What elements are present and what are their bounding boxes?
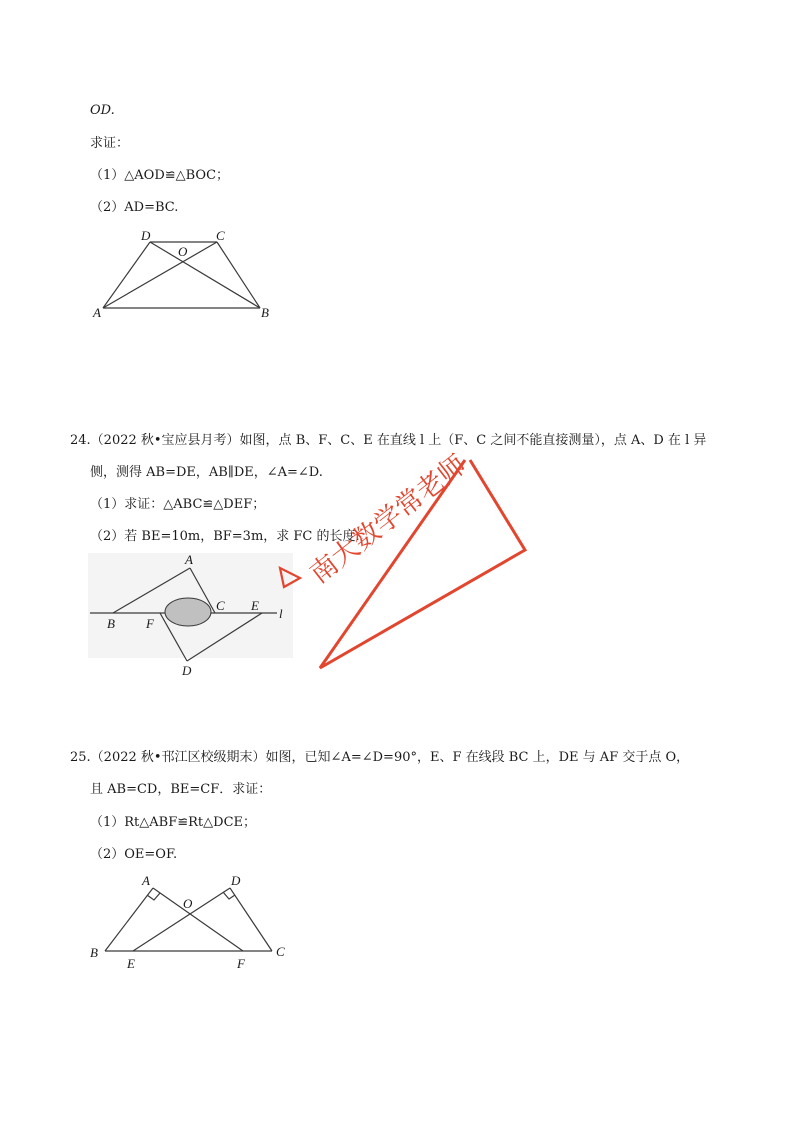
q24-label-f: F xyxy=(146,616,154,631)
q25-label-a: A xyxy=(142,873,150,888)
q23-seg-ac xyxy=(103,242,217,308)
q24-stem-line2: 侧，测得 AB=DE，AB∥DE，∠A=∠D. xyxy=(90,465,323,480)
q25-seg-af xyxy=(153,888,243,951)
q25-figure xyxy=(85,868,300,973)
q23-label-c: C xyxy=(216,228,225,243)
q23-part1: （1）△AOD≌△BOC； xyxy=(90,168,230,183)
q23-label-b: B xyxy=(261,305,269,320)
q25-label-b: B xyxy=(90,945,98,960)
watermark-triangle-icon xyxy=(280,568,300,587)
q24-label-d: D xyxy=(182,663,192,678)
q25-seg-ba xyxy=(105,888,153,951)
q23-continuation: OD. xyxy=(90,103,115,118)
q25-label-d: D xyxy=(231,873,241,888)
q25-label-f: F xyxy=(237,956,245,971)
q24-label-l: l xyxy=(279,606,283,621)
q23-figure xyxy=(85,225,285,330)
q24-figure xyxy=(85,548,300,678)
q23-seg-ad xyxy=(103,242,150,308)
q23-seg-bc xyxy=(217,242,260,308)
q24-part2: （2）若 BE=10m，BF=3m，求 FC 的长度. xyxy=(90,529,360,544)
q25-seg-de xyxy=(133,888,230,951)
q24-label-e: E xyxy=(251,598,259,613)
q25-stem-line2: 且 AB=CD，BE=CF．求证： xyxy=(90,782,272,797)
q24-label-a: A xyxy=(185,552,193,567)
q24-part1: （1）求证：△ABC≌△DEF； xyxy=(90,497,266,512)
q24-label-c: C xyxy=(216,598,225,613)
q23-label-a: A xyxy=(93,305,101,320)
q23-part2: （2）AD=BC. xyxy=(90,200,179,215)
q24-obstacle-ellipse xyxy=(165,598,211,626)
q25-part1: （1）Rt△ABF≌Rt△DCE； xyxy=(90,815,257,830)
q23-seg-bd xyxy=(150,242,260,308)
q25-label-c: C xyxy=(276,944,285,959)
q25-part2: （2）OE=OF. xyxy=(90,847,178,862)
q24-stem-line1: 24.（2022 秋•宝应县月考）如图，点 B、F、C、E 在直线 l 上（F、C 之间不能直接测量），点 A、D 在 l 异 xyxy=(70,433,707,448)
q25-stem-line1: 25.（2022 秋•邗江区校级期末）如图，已知∠A=∠D=90°，E、F 在线段 BC 上，DE 与 AF 交于点 O， xyxy=(70,750,690,765)
q25-label-o: O xyxy=(183,896,193,911)
q25-seg-dc xyxy=(230,888,272,951)
q23-prove-label: 求证： xyxy=(90,136,130,151)
q23-label-o: O xyxy=(178,244,188,259)
q23-label-d: D xyxy=(141,228,151,243)
watermark-text: 南大数学常老师 xyxy=(304,449,473,590)
q24-label-b: B xyxy=(107,616,115,631)
q25-label-e: E xyxy=(127,956,135,971)
